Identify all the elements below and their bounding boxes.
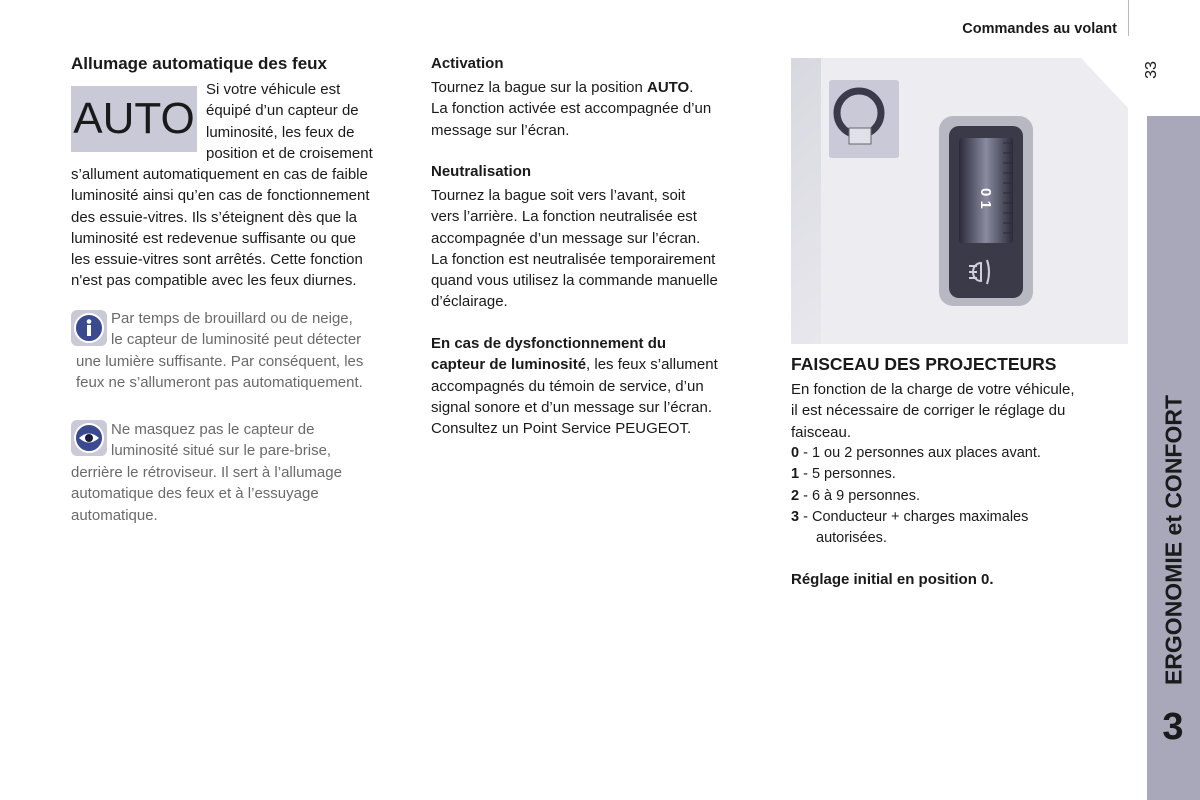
list-item: 1 - 5 personnes.	[791, 466, 896, 483]
malfunction-text: En cas de dysfonctionnement du capteur de luminosité, les feux s’allument accompagnés du témoin de service, d’un signal sonore et d’un message sur l’écran. Consultez un Point Service PEUGEOT.	[431, 335, 718, 438]
neutralisation-text: Tournez la bague soit vers l’avant, soit vers l’arrière. La fonction neutralisée est accompagnée d’un message sur l’écran. La fonction est neutralisée temporairement quand vous utilisez la commande manuelle d’éclairage.	[431, 187, 718, 311]
initial-setting-note: Réglage initial en position 0.	[791, 571, 994, 588]
headlamp-dial-photo	[791, 58, 1128, 344]
chapter-label	[1148, 390, 1200, 690]
info-note-body: une lumière suffisante. Par conséquent, les feux ne s’allumeront pas automatiquement.	[76, 353, 364, 392]
header-divider	[1128, 0, 1129, 36]
list-item: 0 - 1 ou 2 personnes aux places avant.	[791, 445, 1041, 461]
auto-badge: AUTO	[71, 86, 197, 152]
running-header: Commandes au volant	[962, 21, 1117, 37]
eye-icon	[71, 420, 107, 456]
page-number: 33	[1143, 61, 1160, 79]
heading-activation: Activation	[431, 55, 504, 72]
activation-text: Tournez la bague sur la position AUTO. La fonction activée est accompagnée d’un message sur l’écran.	[431, 79, 712, 139]
warn-note-body: derrière le rétroviseur. Il sert à l’allumage automatique des feux et à l’essuyage automatique.	[71, 464, 342, 524]
heading-auto-lights: Allumage automatique des feux	[71, 54, 327, 73]
beam-settings-list: 0 - 1 ou 2 personnes aux places avant. 1 - 5 personnes. 2 - 6 à 9 personnes. 3 - Conducteur + charges maximales autorisées.	[791, 445, 1041, 547]
body-text: s’allument automatiquement en cas de faible luminosité ainsi qu’en cas de fonctionnement des essuie-vitres. Ils s’éteignent dès que la luminosité est redevenue suffisante ou que les essuie-vitres sont arrêtés. Cette fonction n'est pas compatible avec les feux diurnes.	[71, 166, 370, 290]
intro-text: Si votre véhicule est équipé d’un capteur de luminosité, les feux de position et de croisement	[206, 81, 373, 162]
heading-neutralisation: Neutralisation	[431, 163, 532, 180]
heading-beam-adjustment: FAISCEAU DES PROJECTEURS	[791, 354, 1057, 374]
chapter-label-text: ERGONOMIE et CONFORT	[1160, 394, 1187, 686]
dial-marks: 0 1	[977, 188, 994, 209]
info-icon	[71, 310, 107, 346]
list-item: 3 - Conducteur + charges maximales	[791, 508, 1029, 525]
warn-note-head: Ne masquez pas le capteur de luminosité situé sur le pare-brise,	[111, 421, 332, 460]
beam-intro-text: En fonction de la charge de votre véhicule, il est nécessaire de corriger le réglage du faisceau.	[791, 381, 1075, 441]
chapter-number: 3	[1162, 706, 1184, 748]
info-note-head: Par temps de brouillard ou de neige, le capteur de luminosité peut détecter	[111, 310, 362, 349]
list-item: 2 - 6 à 9 personnes.	[791, 487, 920, 504]
